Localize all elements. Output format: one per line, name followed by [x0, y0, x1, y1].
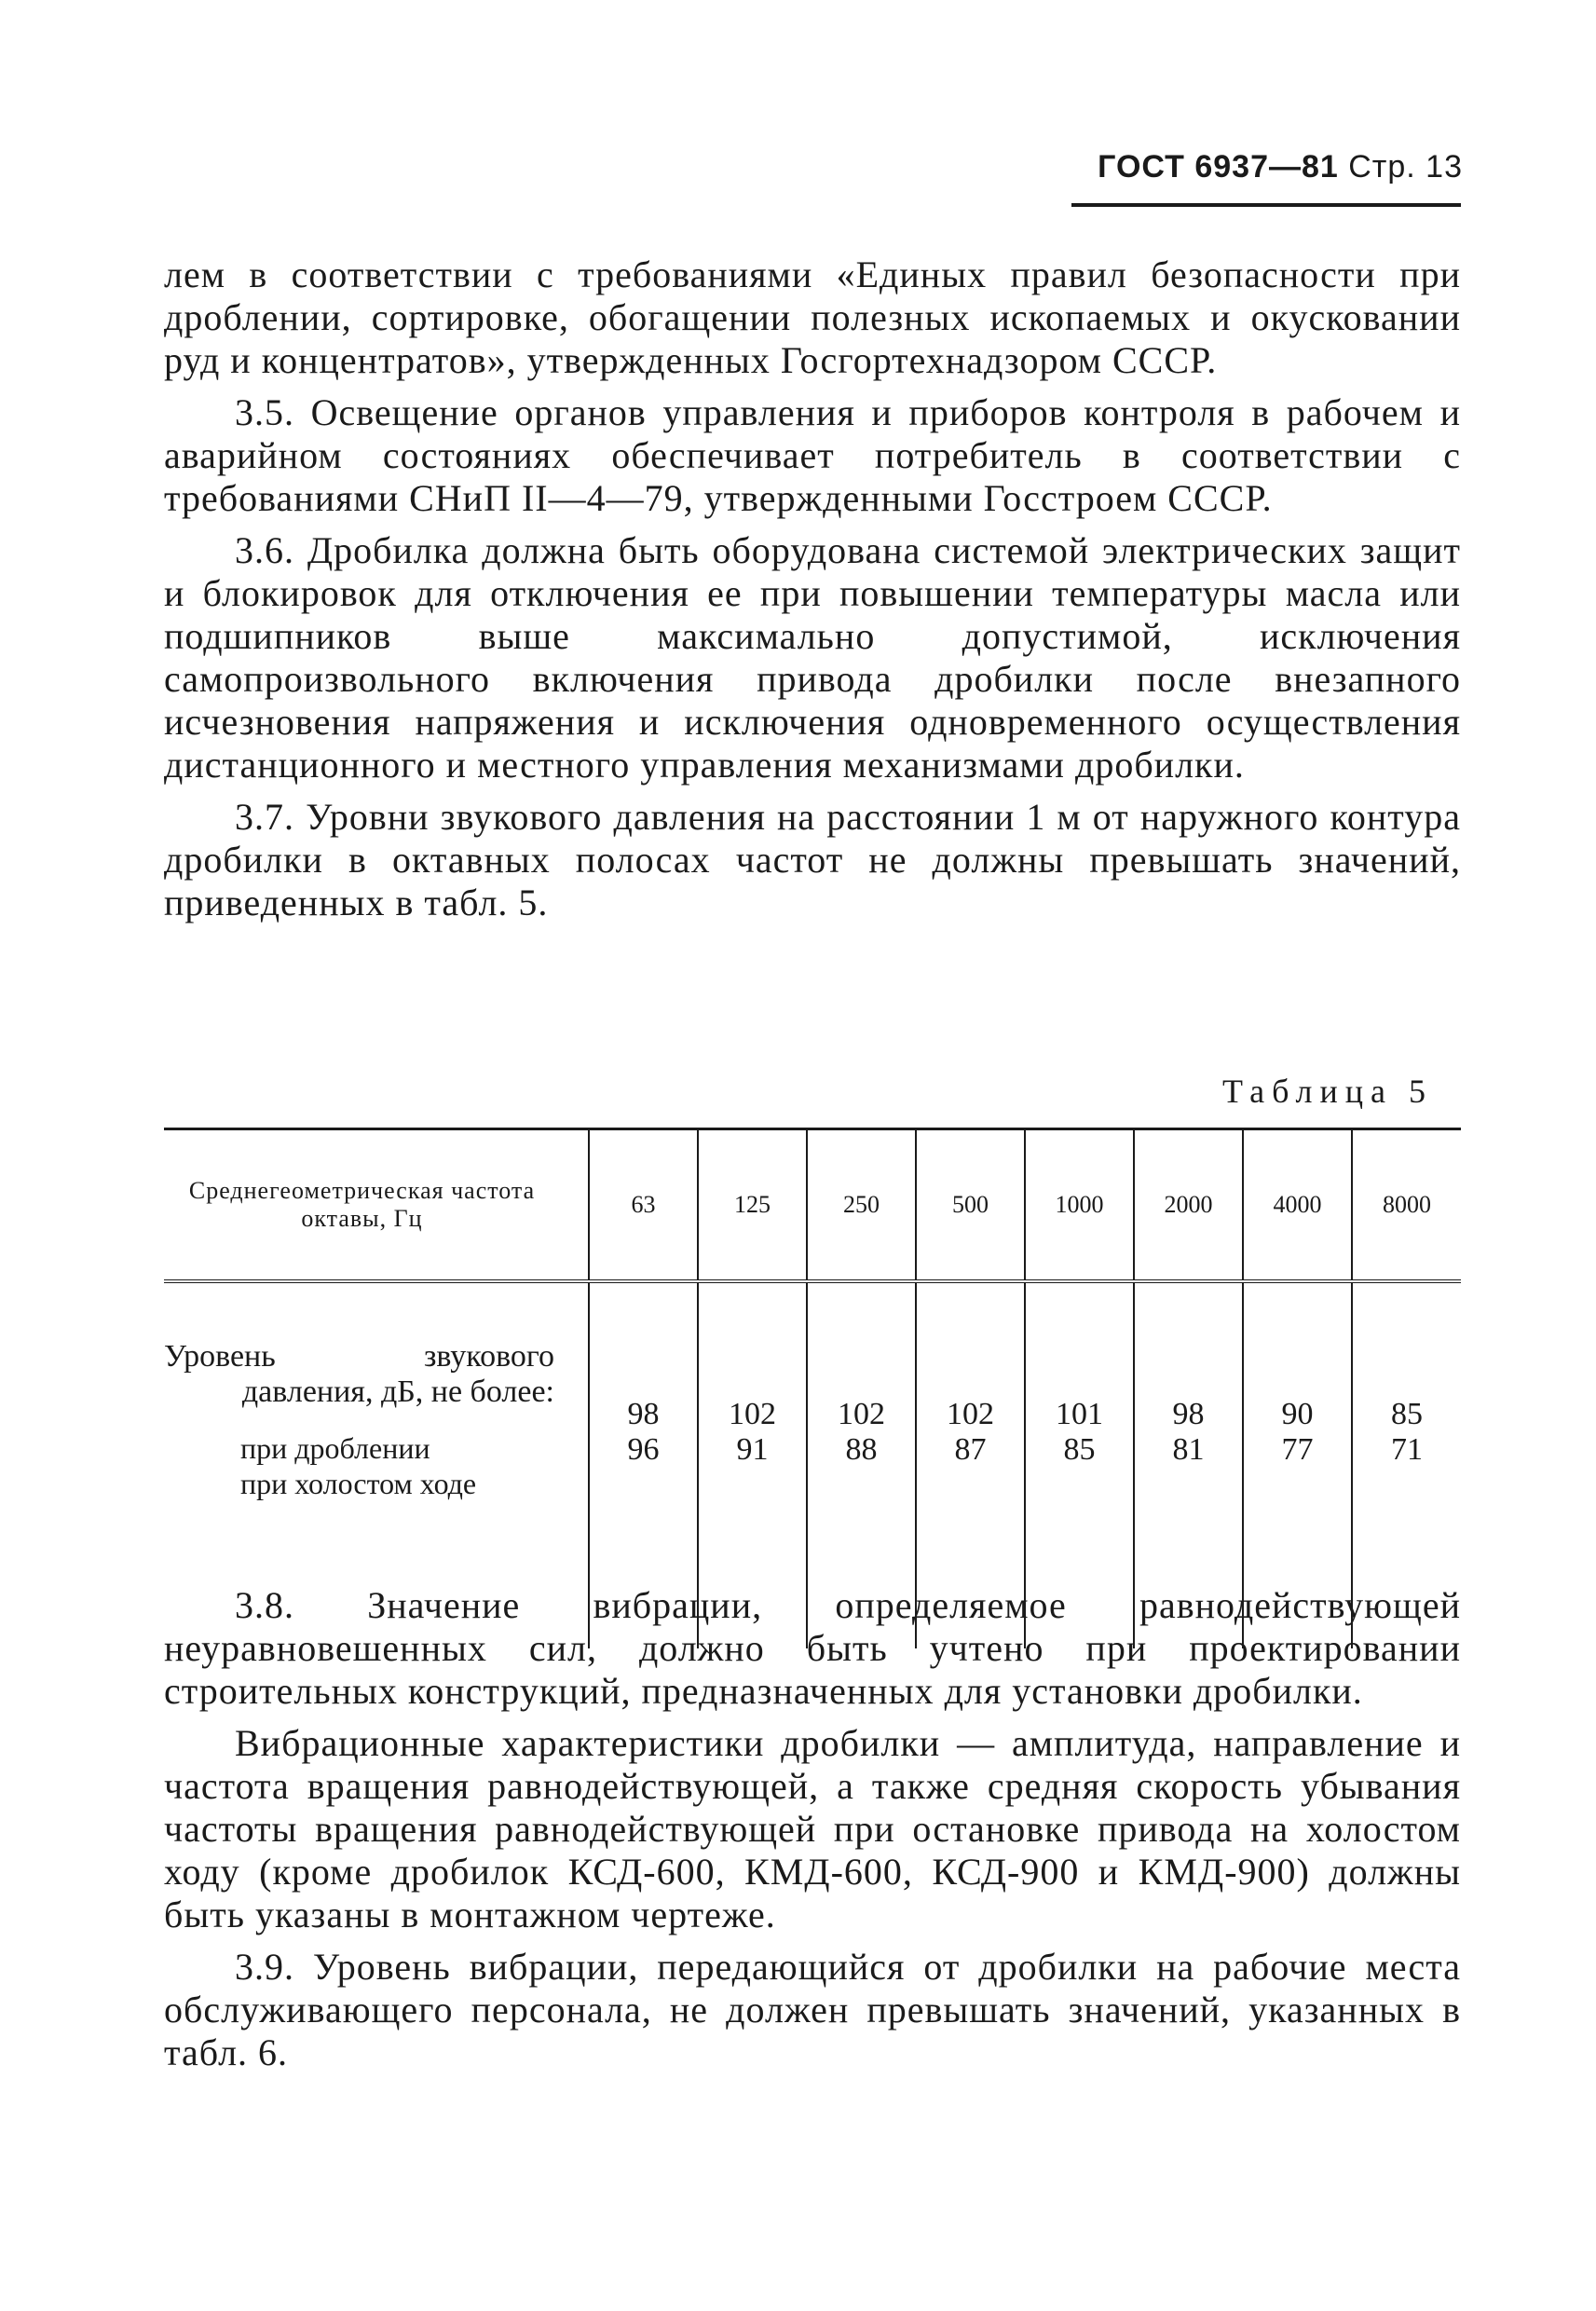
paragraph-3-7: 3.7. Уровни звукового давления на расстоянии 1 м от наружного контура дробилки в октавных полосах частот не должны превышать значений, приведенных в табл. 5. [164, 796, 1461, 923]
value-idle: 81 [1172, 1432, 1205, 1467]
freq-cell: 125 [698, 1129, 807, 1282]
freq-cell: 1000 [1025, 1129, 1134, 1282]
value-idle: 77 [1281, 1432, 1314, 1467]
value-crushing: 102 [729, 1397, 776, 1431]
value-crushing: 101 [1056, 1397, 1103, 1431]
text-block-top [164, 253, 1461, 934]
freq-cell: 500 [916, 1129, 1025, 1282]
paragraph-continuation: лем в соответствии с требованиями «Единых правил безопасности при дроблении, сортировке, обогащении полезных ископаемых и окусковании руд и концентратов», утвержденных Госгортехнадзором СССР. [164, 253, 1461, 381]
value-crushing: 85 [1391, 1397, 1423, 1431]
value-crushing: 98 [1172, 1397, 1205, 1431]
value-crushing: 90 [1281, 1397, 1314, 1431]
value-idle: 88 [845, 1432, 878, 1467]
value-idle: 96 [627, 1432, 660, 1467]
value-crushing: 102 [838, 1397, 885, 1431]
freq-cell: 8000 [1352, 1129, 1461, 1282]
row-label-title2: давления, дБ, не более: [241, 1374, 554, 1409]
text-block-bottom [164, 1584, 1461, 2084]
paragraph-3-8: 3.8. Значение вибрации, определяемое равнодействующей неуравновешенных сил, должно быть учтено при проектировании строительных конструкций, предназначенных для установки дробилки. [164, 1584, 1461, 1712]
header-label: Среднегеометрическая частота октавы, Гц [164, 1129, 589, 1282]
row-sub-crushing: при дроблении [240, 1431, 430, 1465]
standard-number: ГОСТ 6937—81 [1098, 149, 1339, 185]
value-idle: 85 [1063, 1432, 1096, 1467]
paragraph-3-5: 3.5. Освещение органов управления и приборов контроля в рабочем и аварийном состояниях обеспечивает потребитель в соответствии с требованиями СНиП II—4—79, утвержденными Госстроем СССР. [164, 391, 1461, 519]
value-crushing: 102 [947, 1397, 994, 1431]
freq-cell: 4000 [1243, 1129, 1352, 1282]
paragraph-vibration-characteristics: Вибрационные характеристики дробилки — амплитуда, направление и частота вращения равнодействующей, а также средняя скорость убывания частоты вращения равнодействующей при остановке привода на холостом ходу (кроме дробилок КСД-600, КМД-600, КСД-900 и КМД-900) должны быть указаны в монтажном чертеже. [164, 1722, 1461, 1935]
paragraph-3-9: 3.9. Уровень вибрации, передающийся от дробилки на рабочие места обслуживающего персонала, не должен превышать значений, указанных в табл. 6. [164, 1946, 1461, 2073]
freq-cell: 63 [589, 1129, 698, 1282]
row-label-title: Уровень звукового [164, 1339, 554, 1374]
sound-level-table [164, 1128, 1461, 1648]
value-idle: 91 [736, 1432, 769, 1467]
table-header-row [164, 1129, 1461, 1282]
table-caption: Таблица 5 [1222, 1073, 1433, 1110]
freq-cell: 2000 [1134, 1129, 1243, 1282]
paragraph-3-6: 3.6. Дробилка должна быть оборудована системой электрических защит и блокировок для отключения ее при повышении температуры масла или подшипников выше максимально допустимой, исключения самопроизвольного включения привода дробилки после внезапного исчезновения напряжения и исключения одновременного осуществления дистанционного и местного управления механизмами дробилки. [164, 529, 1461, 786]
row-sub-idle: при холостом ходе [240, 1467, 477, 1500]
page-header [1062, 149, 1463, 185]
value-idle: 71 [1391, 1432, 1423, 1467]
value-crushing: 98 [627, 1397, 660, 1431]
value-idle: 87 [954, 1432, 987, 1467]
page-number: Стр. 13 [1348, 149, 1463, 185]
header-rule [1071, 203, 1461, 207]
row-sublabels [164, 1430, 554, 1501]
freq-cell: 250 [807, 1129, 916, 1282]
